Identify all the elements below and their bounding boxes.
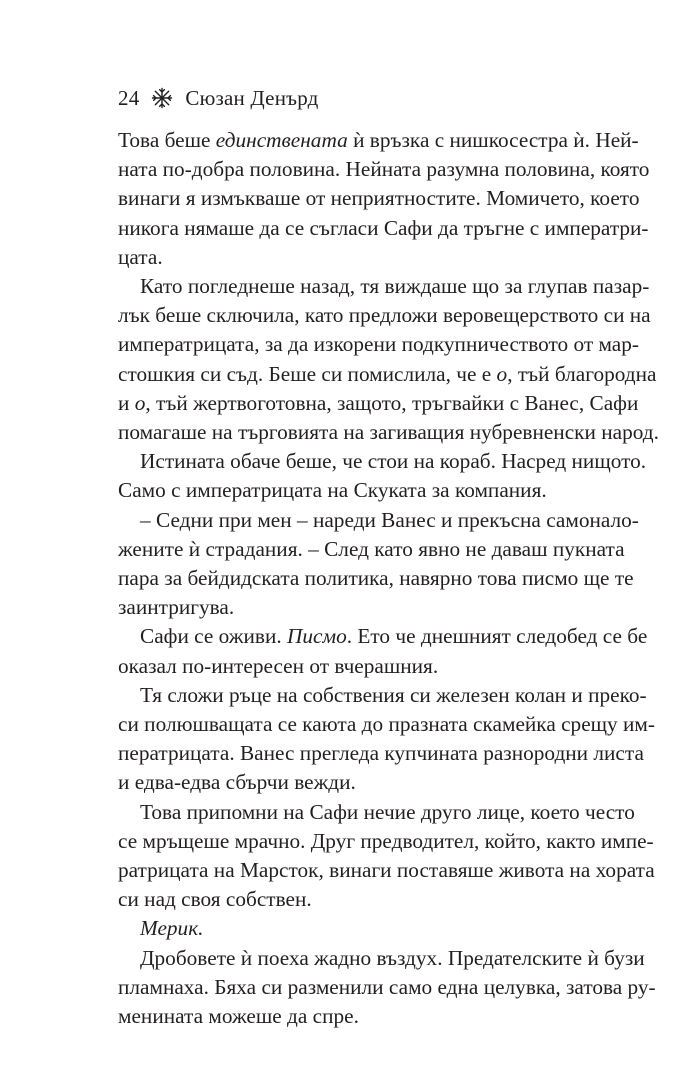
- text-line: [118, 798, 635, 827]
- text-segment: менината можеше да спре.: [118, 1004, 359, 1029]
- text-segment: и: [118, 390, 135, 415]
- text-line: [118, 447, 647, 476]
- text-line: [118, 126, 639, 155]
- text-line: [118, 768, 588, 797]
- text-line: [118, 272, 650, 301]
- text-line: [118, 214, 649, 243]
- text-segment: помагаше на търговията на загиващия нубревненски народ.: [118, 420, 659, 445]
- text-segment: Сафи се оживи.: [140, 624, 287, 649]
- text-segment: никога нямаше да се съгласи Сафи да тръгне с императри-: [118, 215, 649, 240]
- text-line: [118, 330, 640, 359]
- italic-text: Мерик.: [140, 916, 204, 941]
- text-segment: и едва-едва сбърчи вежди.: [118, 770, 356, 795]
- text-segment: Това припомни на Сафи нечие друго лице, което често: [140, 799, 635, 824]
- text-segment: ѝ връзка с нишкосестра ѝ. Ней-: [347, 128, 639, 152]
- text-segment: жените ѝ страдания. – След като явно не даваш пукната: [118, 536, 625, 561]
- snowflake-ornament-icon: [151, 87, 173, 109]
- text-segment: Тя сложи ръце на собствения си железен колан и преко-: [140, 682, 647, 707]
- text-line: [118, 155, 650, 184]
- text-line: [118, 710, 655, 739]
- text-line: [118, 535, 625, 564]
- paragraph: [118, 681, 655, 798]
- text-segment: Това беше: [118, 128, 216, 152]
- paragraph: [118, 622, 648, 680]
- text-line: [118, 564, 634, 593]
- text-segment: . Ето че днешният следобед се бе: [346, 624, 648, 649]
- text-segment: оказал по-интересен от вчерашния.: [118, 653, 439, 678]
- text-line: [118, 652, 588, 681]
- text-line: [118, 476, 588, 505]
- body-text: [118, 126, 659, 1031]
- text-segment: се мръщеше мрачно. Друг предводител, който, както импе-: [118, 828, 654, 853]
- text-line: [118, 1002, 588, 1031]
- italic-text: Писмо: [287, 624, 347, 649]
- text-line: [118, 389, 639, 418]
- text-segment: ратрицата на Марсток, винаги поставяше живота на хората: [118, 858, 655, 883]
- text-segment: стошкия си съд. Беше си помислила, че е: [118, 361, 497, 386]
- text-segment: заинтригува.: [118, 595, 235, 620]
- text-line: [118, 681, 647, 710]
- text-segment: , тъй жертвоготовна, защото, тръгвайки с Ванес, Сафи: [145, 390, 639, 415]
- paragraph: [118, 447, 647, 505]
- italic-text: о: [134, 390, 146, 415]
- text-line: [118, 914, 588, 943]
- paragraph: [118, 272, 659, 447]
- italic-text: единствената: [215, 128, 348, 152]
- text-segment: пламнаха. Бяха си разменили само една целувка, затова ру-: [118, 974, 656, 999]
- text-segment: императрицата, за да изкорени подкупничеството от мар-: [118, 332, 640, 357]
- text-line: [118, 944, 645, 973]
- paragraph: [118, 506, 639, 623]
- text-segment: Само с императрицата на Скуката за компания.: [118, 478, 547, 503]
- text-segment: Като погледнеше назад, тя виждаше що за глупав пазар-: [140, 274, 650, 299]
- text-segment: цата.: [118, 244, 163, 269]
- text-line: [118, 593, 588, 622]
- text-line: [118, 973, 656, 1002]
- text-line: [118, 827, 654, 856]
- text-segment: ната по-добра половина. Нейната разумна половина, която: [118, 157, 650, 182]
- text-line: [118, 243, 588, 272]
- text-segment: си над своя собствен.: [118, 887, 312, 912]
- text-segment: , тъй благородна: [507, 361, 657, 386]
- paragraph: [118, 944, 656, 1032]
- text-line: [118, 301, 651, 330]
- text-segment: си полюшващата се каюта до празната скамейка срещу им-: [118, 712, 655, 737]
- text-line: [118, 885, 588, 914]
- running-header: [118, 80, 319, 116]
- text-line: [118, 739, 644, 768]
- text-segment: лък беше сключила, като предложи веровещерството си на: [118, 303, 651, 328]
- paragraph: [118, 126, 650, 272]
- italic-text: о: [496, 361, 508, 386]
- text-segment: ператрицата. Ванес прегледа купчината разнородни листа: [118, 741, 644, 766]
- text-line: [118, 622, 648, 651]
- text-line: [118, 184, 640, 213]
- text-segment: Дробовете ѝ поеха жадно въздух. Предателските ѝ бузи: [140, 945, 645, 970]
- text-segment: – Седни при мен – нареди Ванес и прекъсна самонало-: [140, 507, 639, 532]
- page-number: 24: [118, 85, 140, 110]
- text-line: [118, 856, 655, 885]
- text-segment: пара за бейдидската политика, навярно това писмо ще те: [118, 566, 634, 591]
- paragraph: [118, 914, 588, 943]
- paragraph: [118, 798, 655, 915]
- text-segment: винаги я измъкваше от неприятностите. Момичето, което: [118, 186, 640, 211]
- author-name: Сюзан Денърд: [185, 85, 319, 110]
- text-line: [118, 418, 659, 447]
- text-line: [118, 360, 657, 389]
- text-segment: Истината обаче беше, че стои на кораб. Насред нищото.: [140, 449, 647, 474]
- text-line: [118, 506, 639, 535]
